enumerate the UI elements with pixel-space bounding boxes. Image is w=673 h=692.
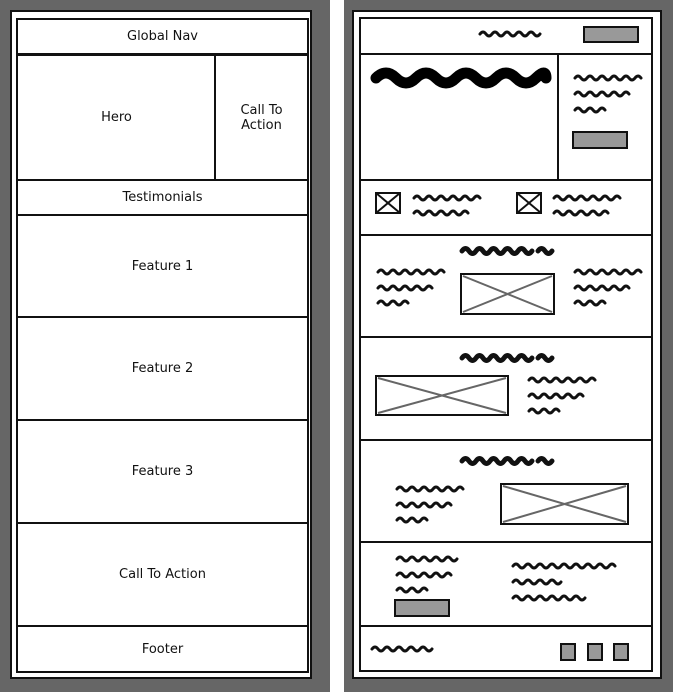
sketch-feature-1-heading [462, 249, 552, 254]
hero-cta-label: Call To Action [240, 102, 283, 133]
sketch-footer-icon-1 [561, 644, 575, 660]
global-nav-block: Global Nav [16, 18, 309, 55]
sketch-cta-button [395, 600, 449, 616]
sketch-footer-section [360, 626, 652, 671]
feature-2-block: Feature 2 [16, 316, 309, 421]
hero-block: Hero [16, 54, 217, 181]
sketch-hero-cta-text [575, 76, 641, 112]
feature-1-block: Feature 1 [16, 214, 309, 318]
sketch-feature-2-heading [462, 356, 552, 361]
sketch-testimonials-section [360, 180, 652, 235]
sketch-feature-3-heading [462, 459, 552, 464]
sketch-nav-button [584, 27, 638, 42]
sketch-footer-text [372, 647, 432, 651]
footer-block: Footer [16, 625, 309, 673]
sketch-hero-headline [376, 73, 546, 83]
sketch-testimonial-2 [517, 193, 541, 213]
sketch-feature-2-section [360, 337, 652, 440]
testimonials-block: Testimonials [16, 179, 309, 216]
sketch-feature-1-image [461, 274, 554, 314]
sketch-footer-icon-2 [588, 644, 602, 660]
sketch-feature-3-image [501, 484, 628, 524]
sketch-footer-icon-3 [614, 644, 628, 660]
sketch-hero-cta-button [573, 132, 627, 148]
sketch-testimonial-1 [376, 193, 400, 213]
sketch-feature-2-image [376, 376, 508, 415]
feature-3-block: Feature 3 [16, 419, 309, 524]
sketch-nav-text [480, 32, 540, 36]
call-to-action-block: Call To Action [16, 522, 309, 627]
